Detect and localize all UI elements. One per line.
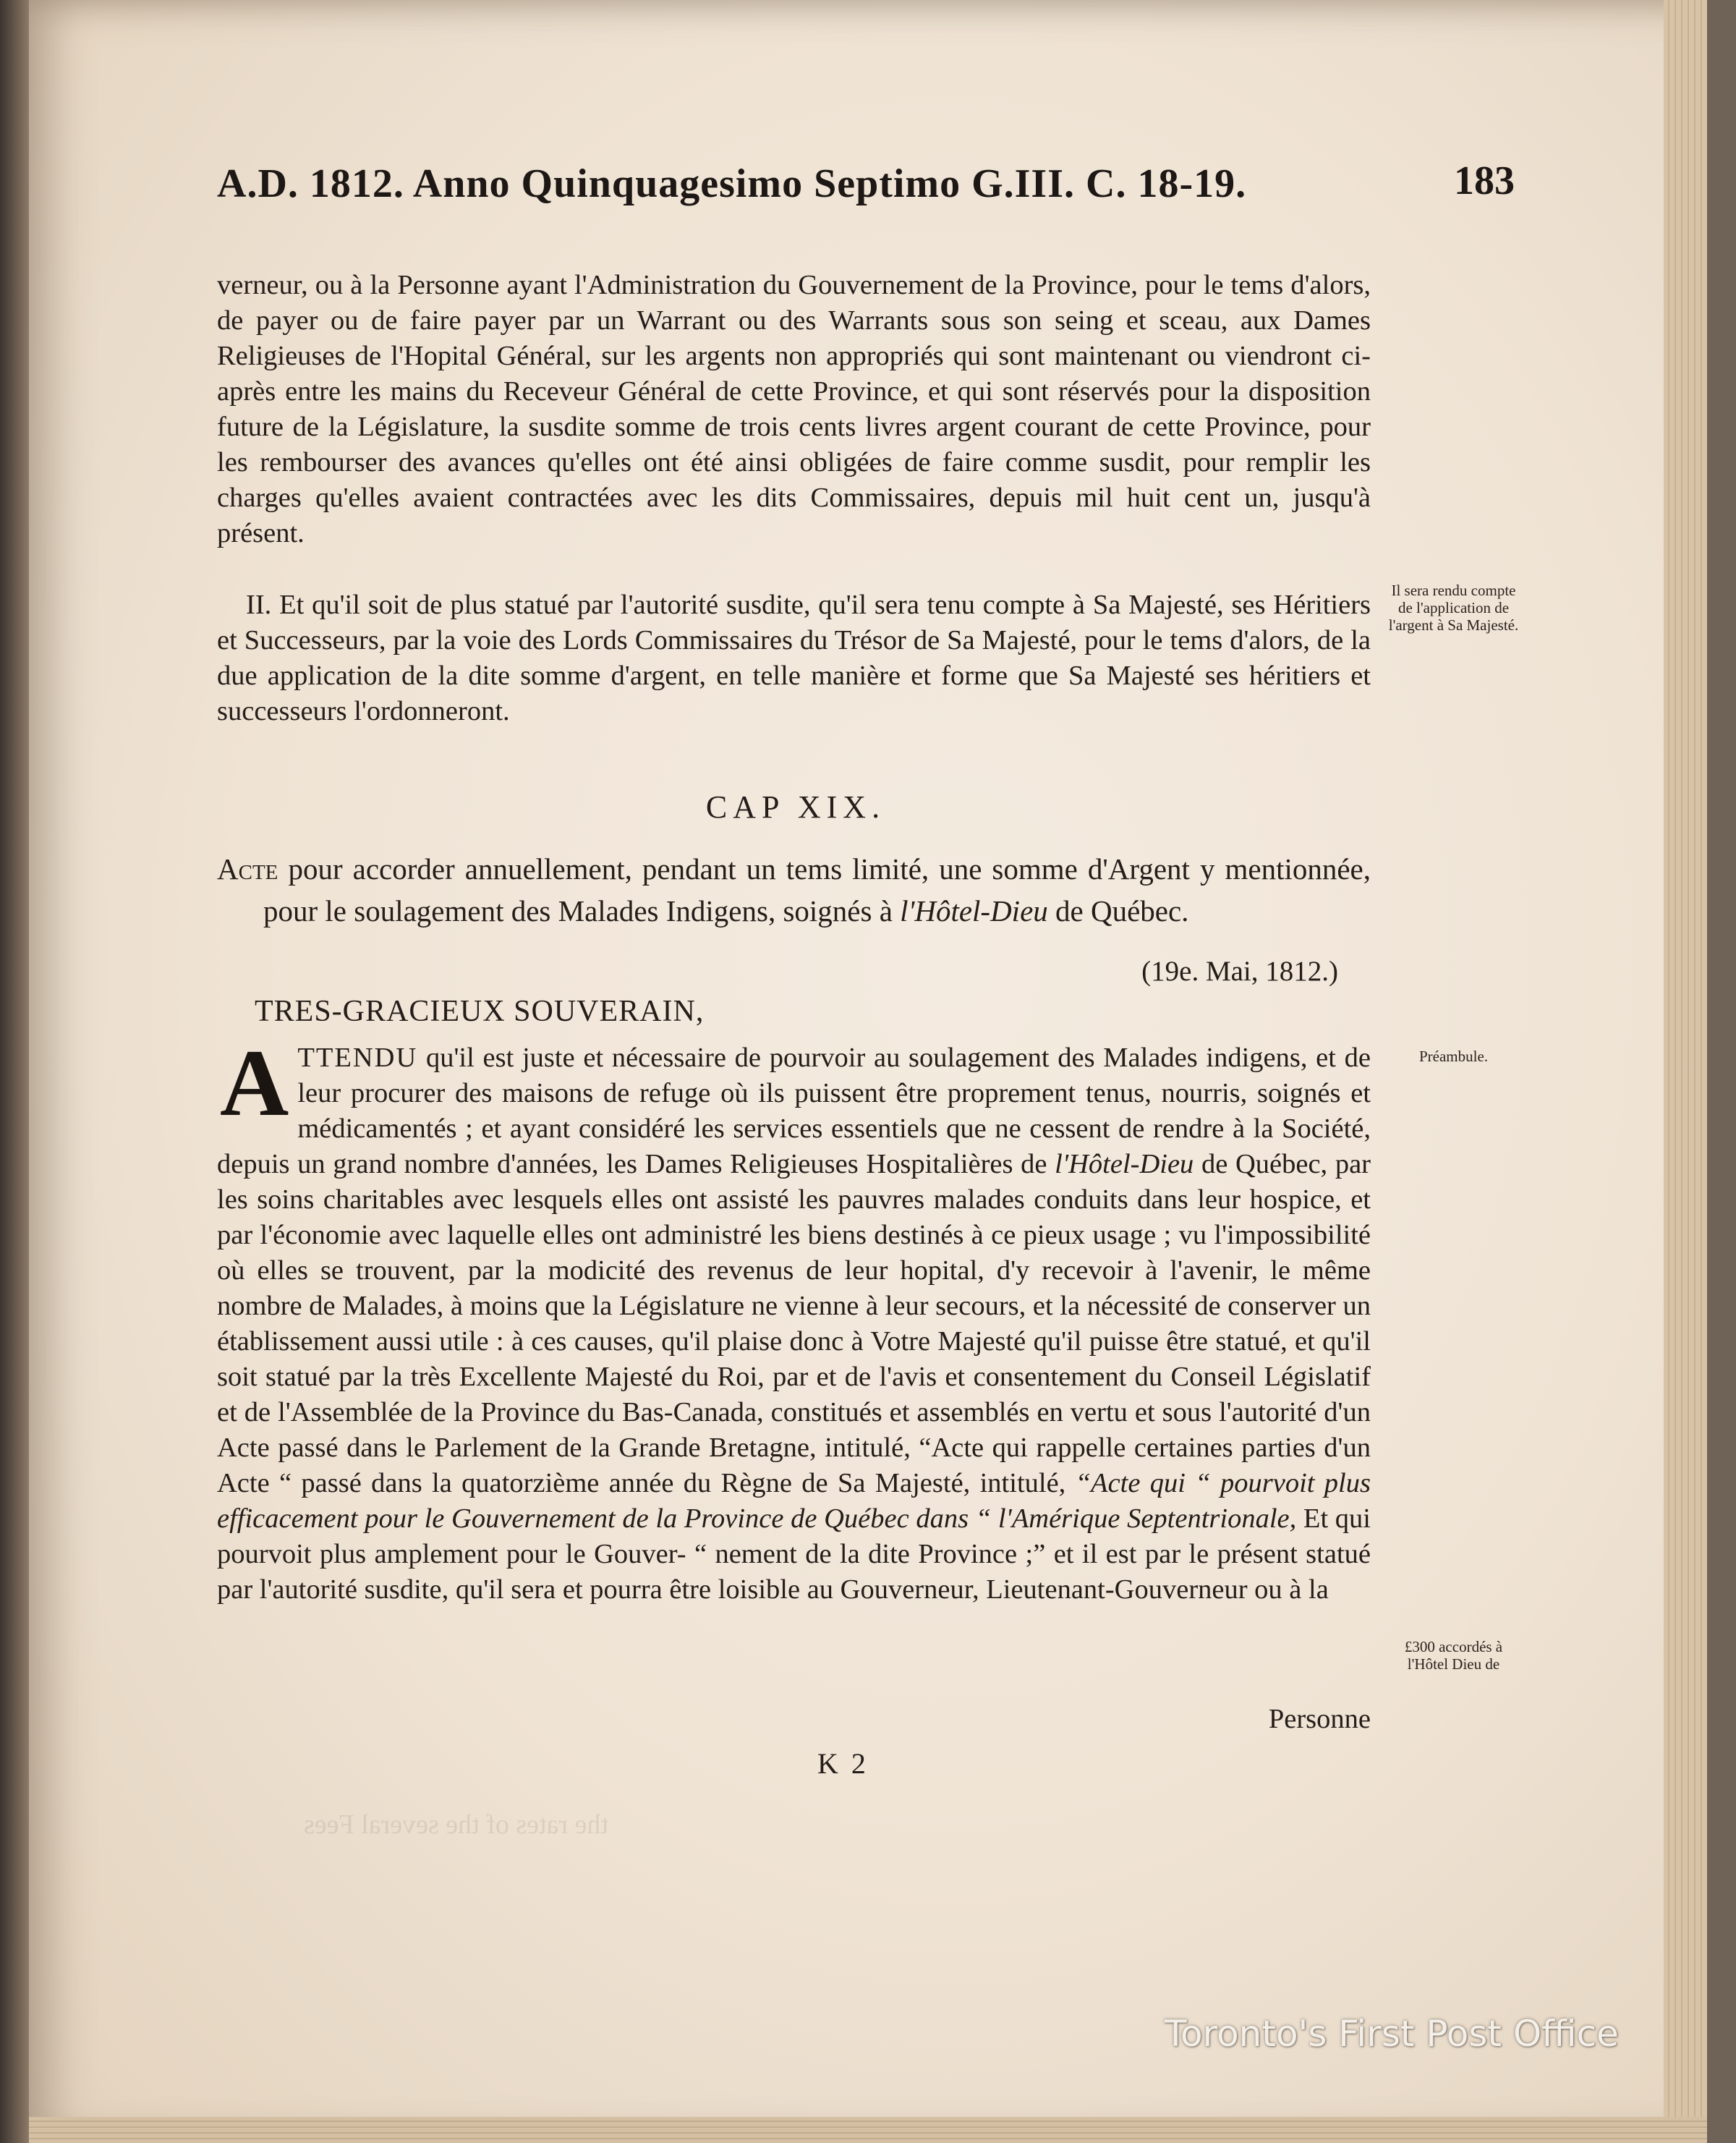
preamble-part1: qu'il est juste et nécessaire de pourvoir au soulagement des Malades indigens, et de leur procurer des maisons de refuge où ils puissent être proprement tenus, nourris, soignés et médicamentés ; et ayant considéré les services essentiels que ne cessent de rendre à la Société, depuis un grand nombre d'années, les Dames Religieuses Hospitalières de <box>217 1043 1371 1179</box>
drop-cap: A <box>220 1030 289 1136</box>
salutation: TRES-GRACIEUX SOUVERAIN, <box>255 995 705 1028</box>
paragraph-continuation: verneur, ou à la Personne ayant l'Administration du Gouvernement de la Province, pour le tems d'alors, de payer ou de faire payer par un Warrant ou des Warrants sous son seing et sceau, aux Dames Religieuses de l'Hopital Général, sur les argents non appropriés qui sont maintenant ou viendront ci-après entre les mains du Receveur Général de cette Province, et qui sont réservés pour la disposition future de la Législature, la susdite somme de trois cents livres argent courant de cette Province, pour les rembourser des avances qu'elles ont été ainsi obligées de faire comme susdit, pour remplir les charges qu'elles avaient contractées avec les dits Commissaires, depuis mil huit cent un, jusqu'à présent. <box>217 270 1371 548</box>
signature-mark: K 2 <box>817 1747 869 1780</box>
margin-note-preambule: Préambule. <box>1418 1048 1489 1065</box>
act-title-italic: l'Hôtel-Dieu <box>900 894 1048 928</box>
act-word: Acte <box>217 852 278 886</box>
page-edges-bottom <box>29 2117 1707 2143</box>
preamble-part3: Et qui pourvoit plus amplement pour le Gouver- “ nement de la dite Province ;” et il est par le présent statué par l'autorité susdite, qu'il sera et pourra être loisible au Gouverneur, Lieutenant-Gouverneur ou à la <box>217 1503 1371 1605</box>
page-edges <box>1664 0 1707 2143</box>
paragraph-section-ii: II. Et qu'il soit de plus statué par l'autorité susdite, qu'il sera tenu compte à Sa Majesté, ses Héritiers et Successeurs, par la voie des Lords Commissaires du Trésor de Sa Majesté, pour le tems d'alors, de la due application de la dite somme d'argent, en telle manière et forme que Sa Majesté ses héritiers et successeurs l'ordonneront. <box>217 590 1371 726</box>
preamble-italic2: “Acte qui “ pourvoit plus efficacement pour le Gouvernement de la Province de Québec dans “ l'Amérique Septentrionale, <box>217 1468 1371 1534</box>
margin-note-compte: Il sera rendu compte de l'application de l'argent à Sa Majesté. <box>1388 582 1519 634</box>
first-word: TTENDU <box>297 1043 418 1073</box>
chapter-heading: CAP XIX. <box>705 789 886 825</box>
watermark: Toronto's First Post Office <box>1165 2013 1619 2055</box>
running-header: A.D. 1812. Anno Quinquagesimo Septimo G.III. C. 18-19. <box>217 161 1247 206</box>
act-title <box>217 848 1371 932</box>
act-title-part1: pour accorder annuellement, pendant un tems limité, une somme d'Argent y mentionnée, pour le soulagement des Malades Indigens, soignés à <box>263 852 1371 928</box>
preamble-part2: de Québec, par les soins charitables avec lesquels elles ont assisté les pauvres malades conduits dans leur hospice, et par l'économie avec laquelle elles ont administré les biens destinés à ce pieux usage ; vu l'impossibilité où elles se trouvent, par la modicité des revenus de leur hopital, d'y recevoir à l'avenir, le même nombre de Malades, à moins que la Législature ne vienne à leur secours, et la nécessité de conserver un établissement aussi utile : à ces causes, qu'il plaise donc à Votre Majesté qu'il puisse être statué, et qu'il soit statué par la très Excellente Majesté du Roi, par et de l'avis et consentement du Conseil Législatif et de l'Assemblée de la Province du Bas-Canada, constitués et assemblés en vertu et sous l'autorité d'un Acte passé dans le Parlement de la Grande Bretagne, intitulé, “Acte qui rappelle certaines parties d'un Acte “ passé dans la quatorzième année du Règne de Sa Majesté, intitulé, <box>217 1149 1371 1498</box>
catchword: Personne <box>1268 1704 1371 1734</box>
preamble-italic1: l'Hôtel-Dieu <box>1055 1149 1194 1179</box>
preamble-paragraph <box>217 1030 1371 1608</box>
page-number: 183 <box>1454 158 1515 203</box>
act-date: (19e. Mai, 1812.) <box>1141 956 1338 987</box>
act-title-part2: de Québec. <box>1055 894 1189 928</box>
margin-note-300-pounds: £300 accordés à l'Hôtel Dieu de <box>1404 1638 1503 1673</box>
